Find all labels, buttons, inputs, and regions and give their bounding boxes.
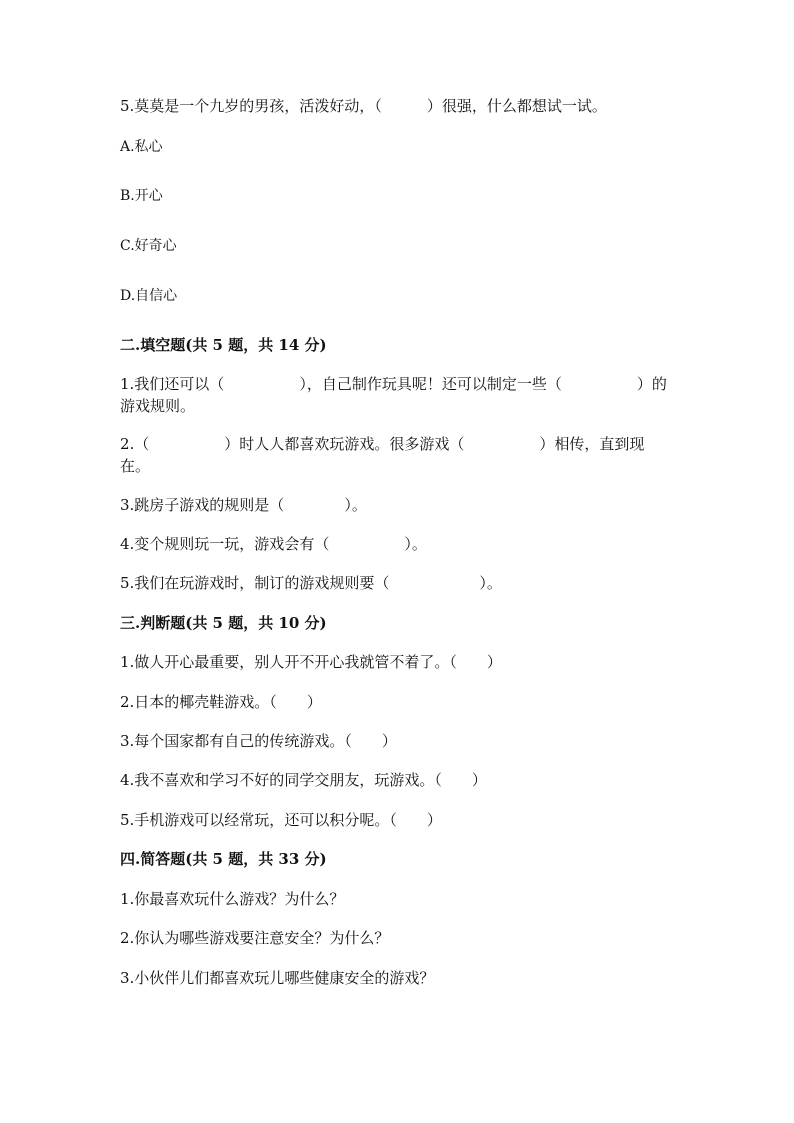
fill-blank-question-1: 1.我们还可以（ ），自己制作玩具呢！还可以制定一些（ ）的游戏规则。: [120, 375, 667, 415]
option-c: C.好奇心: [120, 238, 177, 254]
option-a: A.私心: [120, 139, 163, 155]
fill-blank-question-4: 4.变个规则玩一玩，游戏会有（ ）。: [120, 535, 427, 553]
true-false-question-2: 2.日本的椰壳鞋游戏。（ ）: [120, 693, 322, 711]
short-answer-question-1: 1.你最喜欢玩什么游戏？为什么？: [120, 890, 345, 908]
true-false-question-1: 1.做人开心最重要，别人开不开心我就管不着了。（ ）: [120, 653, 502, 671]
true-false-question-4: 4.我不喜欢和学习不好的同学交朋友，玩游戏。（ ）: [120, 771, 487, 789]
option-b: B.开心: [120, 188, 163, 204]
choice-question-5: 5.莫莫是一个九岁的男孩，活泼好动，（ ）很强，什么都想试一试。: [120, 97, 607, 115]
option-d: D.自信心: [120, 288, 178, 304]
section-heading-fill-blank: 二.填空题(共 5 题，共 14 分): [120, 336, 327, 354]
fill-blank-question-3: 3.跳房子游戏的规则是（ ）。: [120, 496, 367, 514]
true-false-question-5: 5.手机游戏可以经常玩，还可以积分呢。（ ）: [120, 811, 442, 829]
section-heading-short-answer: 四.简答题(共 5 题，共 33 分): [120, 850, 327, 868]
fill-blank-question-2: 2.（ ）时人人都喜欢玩游戏。很多游戏（ ）相传，直到现在。: [120, 435, 645, 475]
fill-blank-question-5: 5.我们在玩游戏时，制订的游戏规则要（ ）。: [120, 574, 502, 592]
true-false-question-3: 3.每个国家都有自己的传统游戏。（ ）: [120, 732, 397, 750]
short-answer-question-3: 3.小伙伴儿们都喜欢玩儿哪些健康安全的游戏？: [120, 969, 435, 987]
section-heading-true-false: 三.判断题(共 5 题，共 10 分): [120, 614, 327, 632]
short-answer-question-2: 2.你认为哪些游戏要注意安全？为什么？: [120, 929, 390, 947]
